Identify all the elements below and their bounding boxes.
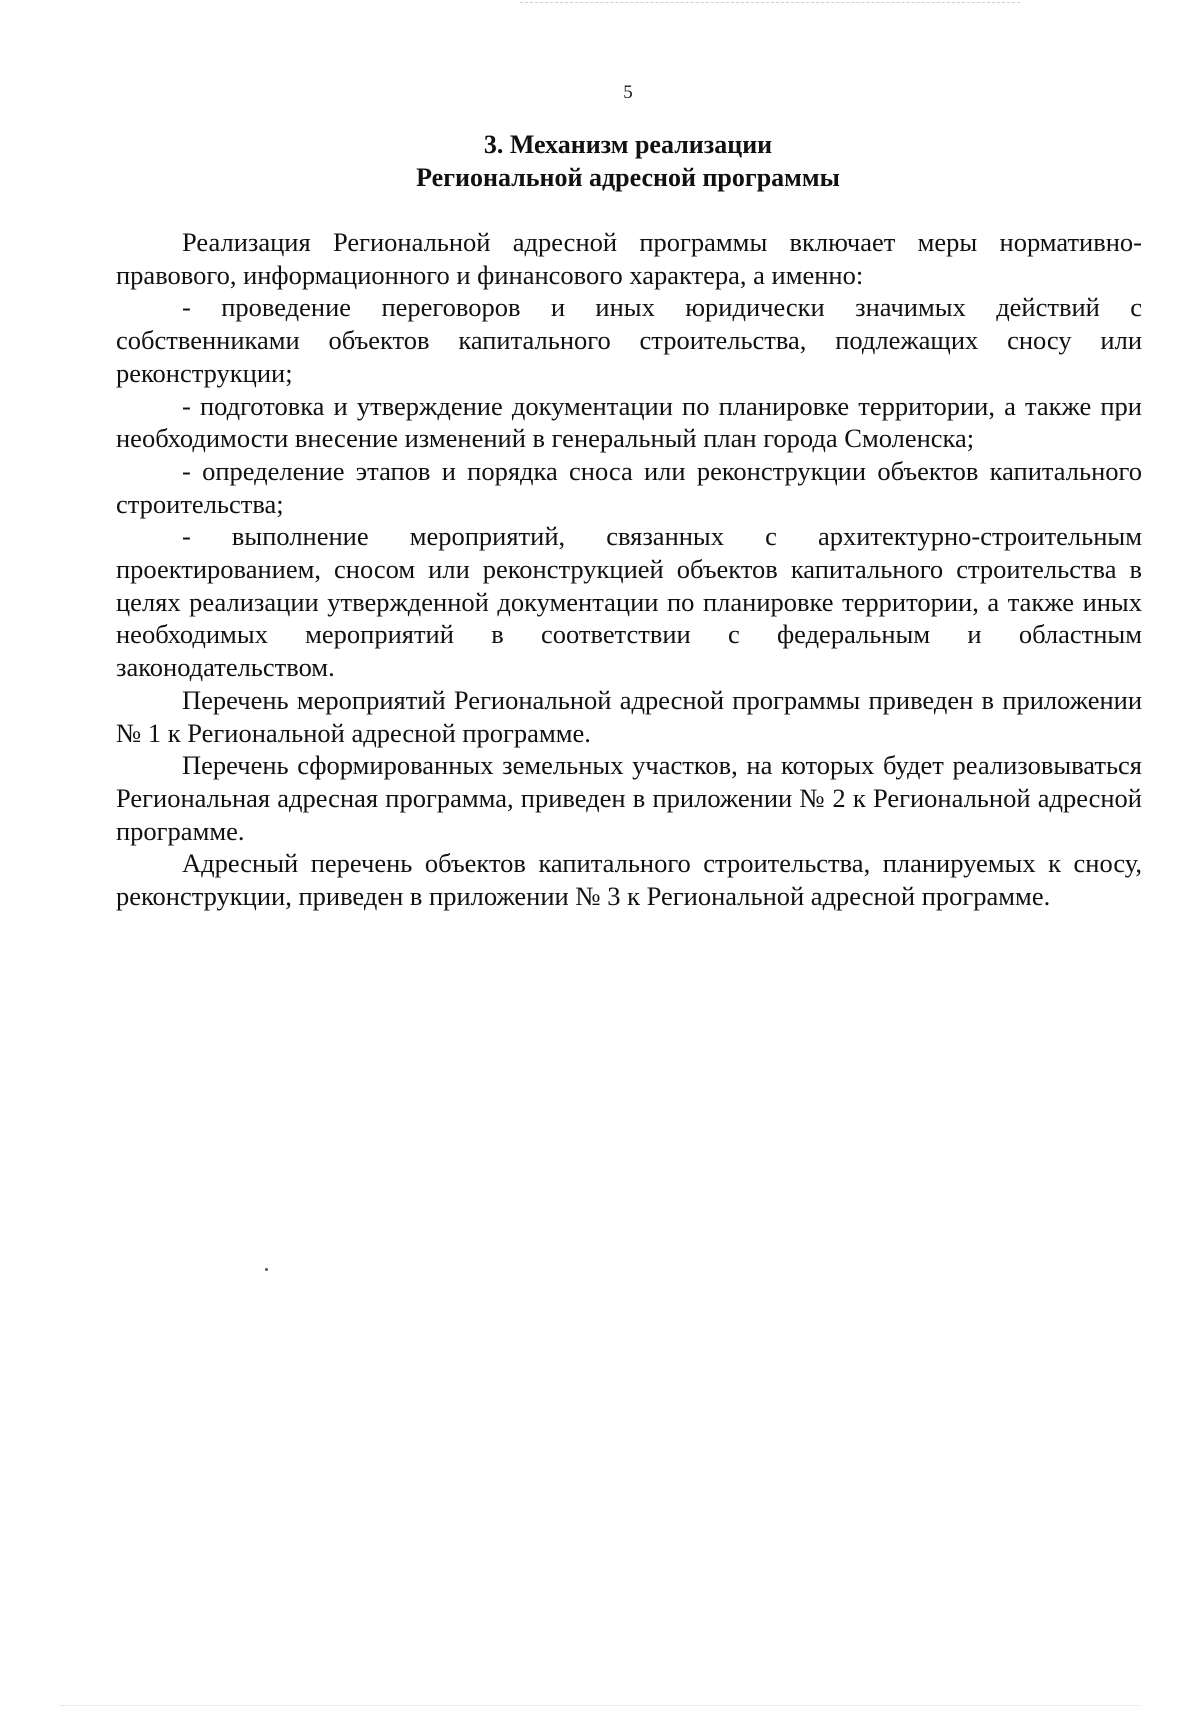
list-item-measures: - выполнение мероприятий, связанных с архитектурно-строительным проектированием, сносом или реконструкцией объектов капитального строительства в целях реализации утвержденной документации по планировке территории, а также иных необходимых мероприятий в соответствии с федеральным и областным законодательством. (116, 521, 1142, 683)
section-heading-line-1: 3. Механизм реализации (483, 130, 773, 159)
body-text (116, 226, 1142, 913)
page-number: 5 (623, 82, 633, 103)
paragraph-appendix-2: Перечень сформированных земельных участков, на которых будет реализовываться Региональная адресная программа, приведен в приложении № 2 к Региональной адресной программе. (116, 750, 1142, 846)
section-heading-line-2: Региональной адресной программы (416, 163, 840, 192)
paragraph-intro: Реализация Региональной адресной программы включает меры нормативно-правового, информационного и финансового характера, а именно: (116, 227, 1142, 290)
paragraph-appendix-3: Адресный перечень объектов капитального строительства, планируемых к сносу, реконструкции, приведен в приложении № 3 к Региональной адресной программе. (116, 848, 1142, 912)
scan-edge-bottom (60, 1705, 1140, 1706)
list-item-negotiations: - проведение переговоров и иных юридически значимых действий с собственниками объектов капитального строительства, подлежащих сносу или реконструкции; (116, 292, 1142, 388)
list-item-planning-documentation: - подготовка и утверждение документации по планировке территории, а также при необходимости внесение изменений в генеральный план города Смоленска; (116, 390, 1142, 454)
scan-speck (265, 1268, 268, 1271)
scan-edge-top (520, 2, 1020, 3)
list-item-stages: - определение этапов и порядка сноса или реконструкции объектов капитального строительства; (116, 455, 1142, 519)
section-heading (0, 128, 1200, 194)
paragraph-appendix-1: Перечень мероприятий Региональной адресной программы приведен в приложении № 1 к Региональной адресной программе. (116, 684, 1142, 748)
